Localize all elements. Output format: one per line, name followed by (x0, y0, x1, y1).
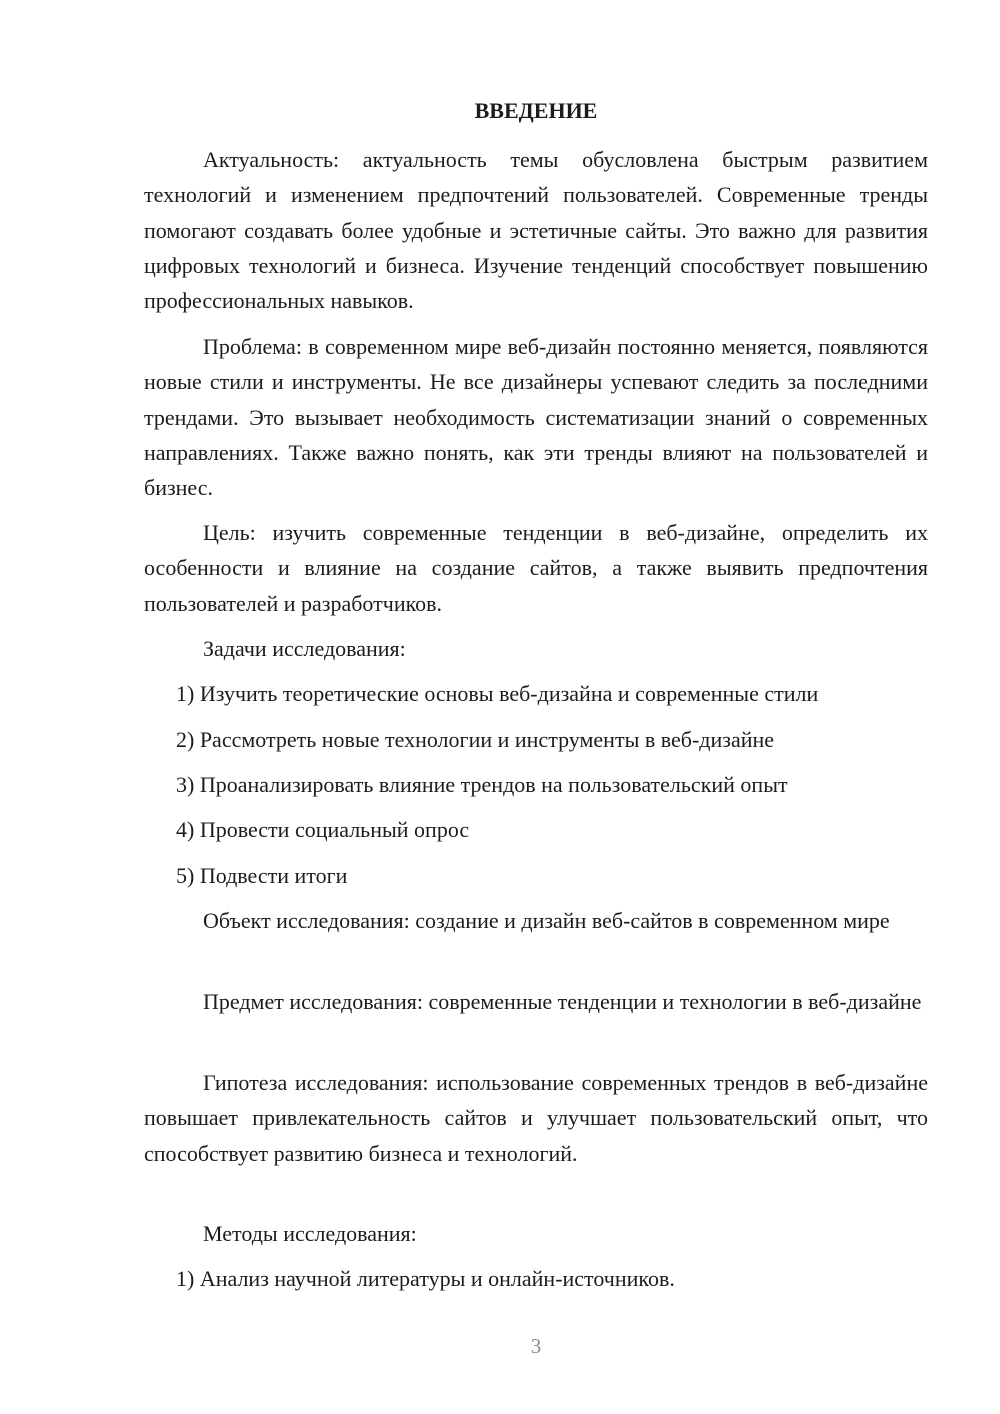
problem-paragraph: Проблема: в современном мире веб-дизайн постоянно меняется, появляются новые стили и инструменты. Не все дизайнеры успевают следить за последними трендами. Это вызывает необходимость систематизации знаний о современных направлениях. Также важно понять, как эти тренды влияют на пользователей и бизнес. (144, 334, 928, 501)
relevance-paragraph: Актуальность: актуальность темы обусловлена быстрым развитием технологий и изменением предпочтений пользователей. Современные тренды помогают создавать более удобные и эстетичные сайты. Это важно для развития цифровых технологий и бизнеса. Изучение тенденций способствует повышению профессиональных навыков. (144, 147, 928, 314)
subject-paragraph: Предмет исследования: современные тенденции и технологии в веб-дизайне (203, 989, 922, 1014)
page-title: ВВЕДЕНИЕ (474, 98, 598, 123)
page-number: 3 (530, 1334, 542, 1358)
object-paragraph: Объект исследования: создание и дизайн веб-сайтов в современном мире (203, 908, 890, 933)
task-item: 5) Подвести итоги (176, 863, 348, 888)
task-item: 2) Рассмотреть новые технологии и инструменты в веб-дизайне (176, 727, 775, 752)
task-item: 4) Провести социальный опрос (176, 817, 470, 842)
hypothesis-paragraph: Гипотеза исследования: использование современных трендов в веб-дизайне повышает привлекательность сайтов и улучшает пользовательский опыт, что способствует развитию бизнеса и технологий. (144, 1070, 928, 1166)
method-item: 1) Анализ научной литературы и онлайн-источников. (176, 1266, 675, 1291)
tasks-heading: Задачи исследования: (203, 636, 406, 661)
goal-paragraph: Цель: изучить современные тенденции в веб-дизайне, определить их особенности и влияние на создание сайтов, а также выявить предпочтения пользователей и разработчиков. (144, 520, 928, 616)
task-item: 3) Проанализировать влияние трендов на пользовательский опыт (176, 772, 788, 797)
task-item: 1) Изучить теоретические основы веб-дизайна и современные стили (176, 681, 819, 706)
methods-heading: Методы исследования: (203, 1221, 417, 1246)
